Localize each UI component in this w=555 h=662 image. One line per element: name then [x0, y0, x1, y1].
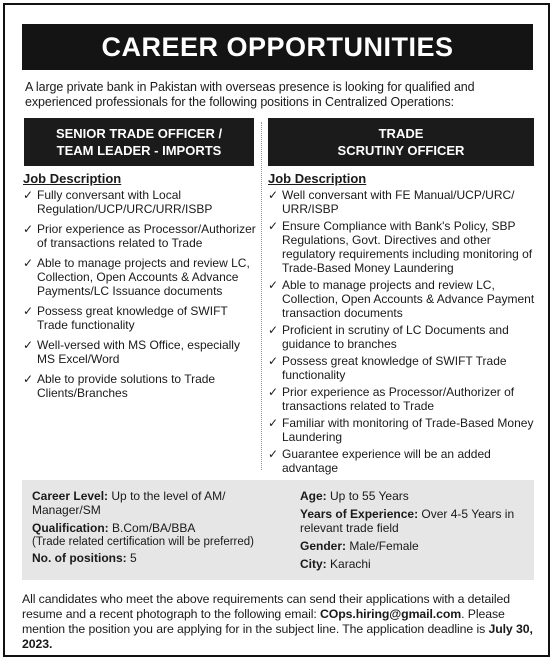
application-deadline: July 30, 2023 — [22, 622, 533, 651]
qualification-value: B.Com/BA/BBA — [112, 521, 196, 535]
career-level-value: Up to the level of AM/ Manager/SM — [32, 489, 226, 517]
check-icon: ✓ — [268, 219, 279, 233]
list-item: ✓ Well-versed with MS Office, especially MS Excel/Word — [23, 338, 240, 366]
experience-row — [300, 507, 532, 535]
age-label: Age: — [300, 489, 327, 503]
check-icon: ✓ — [23, 222, 34, 236]
check-icon: ✓ — [268, 354, 279, 368]
column-divider — [261, 122, 263, 470]
check-icon: ✓ — [268, 385, 279, 399]
check-icon: ✓ — [23, 256, 34, 270]
experience-value: Over 4-5 Years in relevant trade field — [300, 507, 515, 535]
qualification-row — [32, 521, 294, 549]
check-icon: ✓ — [268, 447, 279, 461]
list-item: ✓ Ensure Compliance with Bank's Policy, SBP Regulations, Govt. Directives and other regulatory requirements including monitoring of Trade-Based Money Laundering — [268, 219, 533, 275]
duties-list — [268, 188, 536, 475]
gender-value: Male/Female — [349, 539, 419, 553]
gender-label: Gender: — [300, 539, 347, 553]
list-item: ✓ Able to manage projects and review LC, Collection, Open Accounts & Advance Payments/LC Issuance documents — [23, 256, 250, 298]
job-description-heading: Job Description — [268, 171, 367, 186]
positions-value: 5 — [130, 551, 137, 565]
deadline-period: . — [48, 637, 53, 651]
list-item: ✓ Able to manage projects and review LC, Collection, Open Accounts & Advance Payment transaction documents — [268, 278, 535, 320]
job-details-box — [22, 480, 534, 580]
city-label: City: — [300, 557, 327, 571]
duties-list — [23, 188, 259, 400]
check-icon: ✓ — [268, 416, 279, 430]
application-email: COps.hiring@gmail.com — [320, 607, 462, 621]
position-title-line2: SCRUTINY OFFICER — [337, 143, 465, 158]
check-icon: ✓ — [23, 372, 34, 386]
positions-label: No. of positions: — [32, 551, 127, 565]
check-icon: ✓ — [268, 323, 279, 337]
list-item: ✓ Well conversant with FE Manual/UCP/URC/ URR/ISBP — [268, 188, 515, 216]
instructions-text-continued: . Please mention the position you are applying for in the subject line. The application deadline is — [22, 607, 505, 636]
list-item: ✓ Possess great knowledge of SWIFT Trade functionality — [23, 304, 228, 332]
career-level-row — [32, 489, 294, 517]
gender-row — [300, 539, 532, 553]
career-level-label: Career Level: — [32, 489, 109, 503]
list-item: ✓ Familiar with monitoring of Trade-Based Money Laundering — [268, 416, 534, 444]
list-item: ✓ Able to provide solutions to Trade Clients/Branches — [23, 372, 216, 400]
details-left-column — [32, 489, 294, 569]
check-icon: ✓ — [268, 188, 279, 202]
position-header-trade-scrutiny-officer — [268, 118, 534, 166]
position-title-line2: TEAM LEADER - IMPORTS — [56, 143, 222, 158]
check-icon: ✓ — [23, 188, 34, 202]
experience-label: Years of Experience: — [300, 507, 419, 521]
list-item: ✓ Possess great knowledge of SWIFT Trade functionality — [268, 354, 507, 382]
details-right-column — [300, 489, 532, 575]
job-description-senior-trade-officer — [23, 172, 259, 406]
page-title-text: CAREER OPPORTUNITIES — [101, 31, 454, 62]
list-item: ✓ Guarantee experience will be an added advantage — [268, 447, 491, 475]
qualification-label: Qualification: — [32, 521, 109, 535]
position-title-line1: TRADE — [378, 126, 424, 141]
intro-paragraph: A large private bank in Pakistan with overseas presence is looking for qualified and experienced professionals for the following positions in Centralized Operations: — [25, 80, 475, 109]
position-title-line1: SENIOR TRADE OFFICER / — [55, 126, 223, 141]
city-row — [300, 557, 532, 571]
application-instructions — [22, 592, 538, 652]
check-icon: ✓ — [23, 304, 34, 318]
age-row — [300, 489, 532, 503]
job-description-trade-scrutiny-officer — [268, 172, 536, 478]
page-title — [22, 24, 533, 70]
check-icon: ✓ — [23, 338, 34, 352]
list-item: ✓ Prior experience as Processor/Authorizer of transactions related to Trade — [23, 222, 256, 250]
positions-row — [32, 551, 294, 565]
list-item: ✓ Prior experience as Processor/Authorizer of transactions related to Trade — [268, 385, 515, 413]
qualification-note: (Trade related certification will be preferred) — [32, 536, 254, 548]
city-value: Karachi — [330, 557, 371, 571]
job-description-heading: Job Description — [23, 171, 122, 186]
age-value: Up to 55 Years — [330, 489, 409, 503]
list-item: ✓ Fully conversant with Local Regulation/UCP/URC/URR/ISBP — [23, 188, 213, 216]
list-item: ✓ Proficient in scrutiny of LC Documents and guidance to branches — [268, 323, 509, 351]
instructions-text: All candidates who meet the above requirements can send their applications with a detailed resume and a recent photograph to the following email: — [22, 592, 510, 621]
position-header-senior-trade-officer — [24, 118, 254, 166]
check-icon: ✓ — [268, 278, 279, 292]
